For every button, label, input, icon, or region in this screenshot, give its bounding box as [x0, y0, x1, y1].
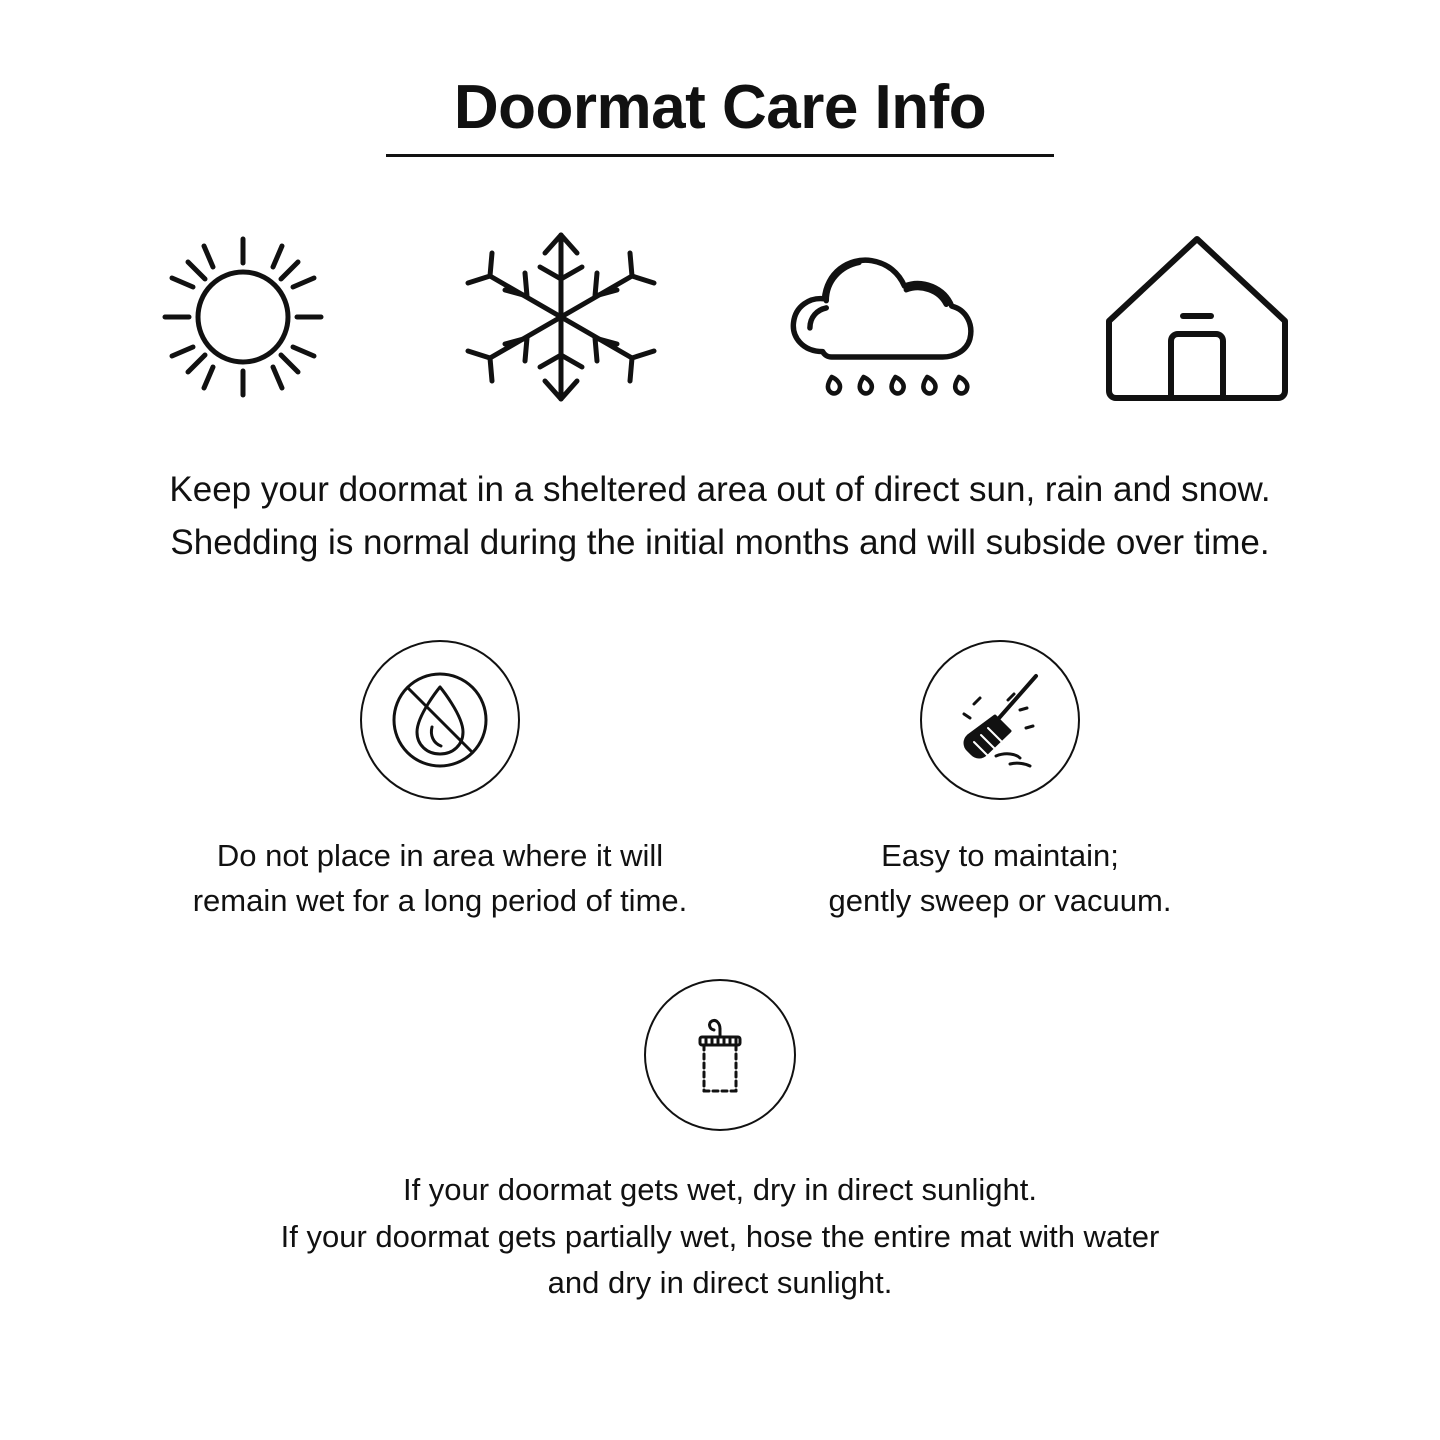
weather-icon-row [0, 217, 1440, 417]
hang-dry-icon [644, 979, 796, 1131]
intro-text [0, 463, 1440, 569]
sun-icon [143, 217, 343, 417]
drying-section [0, 979, 1440, 1307]
care-item-no-water-caption [193, 834, 688, 924]
care-item-sweep-caption [829, 834, 1172, 924]
intro-line-1: Keep your doormat in a sheltered area out of direct sun, rain and snow. [169, 470, 1271, 510]
page-title: Doormat Care Info [453, 73, 987, 142]
house-icon [1097, 217, 1297, 417]
drying-caption [281, 1167, 1160, 1307]
care-item-no-water-line-2: remain wet for a long period of time. [192, 882, 688, 918]
care-item-sweep-line-1: Easy to maintain; [881, 837, 1119, 873]
rain-cloud-icon [779, 217, 979, 417]
drying-line-3: and dry in direct sunlight. [547, 1265, 893, 1301]
no-water-icon [360, 640, 520, 800]
broom-sweep-icon [920, 640, 1080, 800]
snowflake-icon [461, 217, 661, 417]
care-item-no-water-line-1: Do not place in area where it will [216, 837, 664, 873]
drying-line-2: If your doormat gets partially wet, hose the entire mat with water [280, 1218, 1160, 1254]
drying-line-1: If your doormat gets wet, dry in direct sunlight. [402, 1172, 1038, 1208]
care-item-sweep [720, 640, 1280, 924]
intro-line-2: Shedding is normal during the initial months and will subside over time. [170, 523, 1270, 563]
care-item-sweep-line-2: gently sweep or vacuum. [828, 882, 1172, 918]
title-underline [386, 154, 1054, 157]
care-items-row [0, 640, 1440, 924]
care-item-no-water [160, 640, 720, 924]
title-block [0, 0, 1440, 157]
